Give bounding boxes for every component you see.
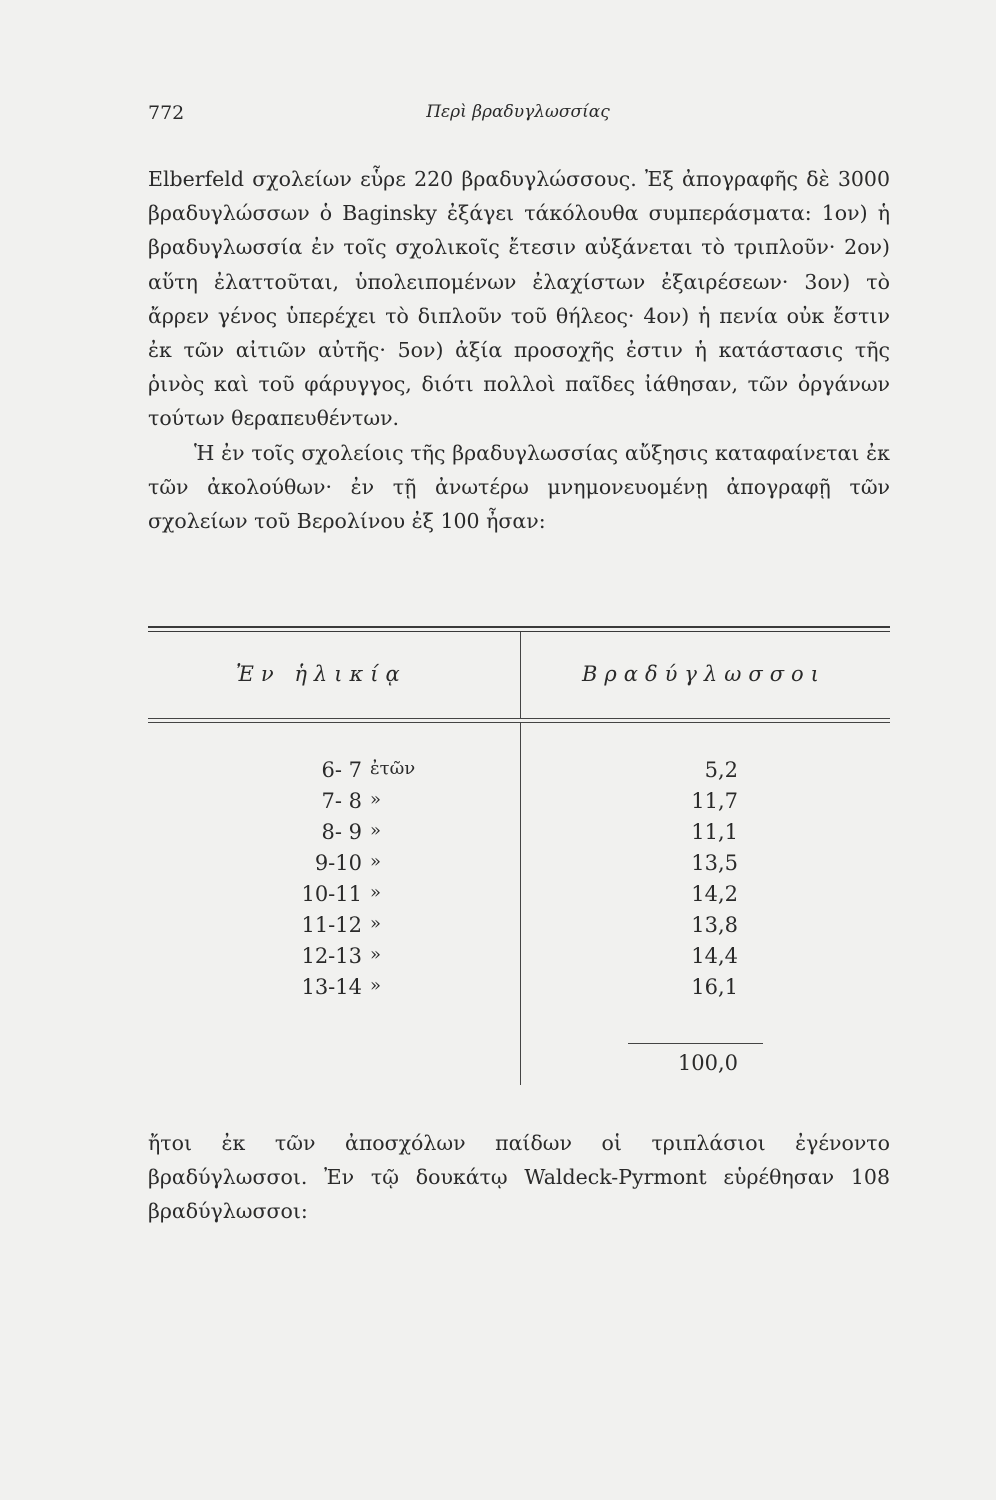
age-range: 11-12 [301,913,362,937]
header-bottom-rule [148,718,890,719]
body-text-upper [148,162,890,538]
age-range: 8- 9 [321,820,362,844]
table-row [148,851,890,882]
stutterer-percent: 16,1 [691,975,738,999]
stutterer-percent: 14,4 [691,944,738,968]
table-row [148,882,890,913]
age-unit: » [370,944,382,965]
age-range: 6- 7 [321,758,362,782]
table-row [148,944,890,975]
table-body [148,758,890,1006]
table-row [148,820,890,851]
table-total: 100,0 [677,1051,738,1075]
body-text-lower [148,1126,890,1229]
age-unit: » [370,820,382,841]
paragraph-baginsky: Elberfeld σχολείων εὗρε 220 βραδυγλώσσους. Ἐξ ἀπογραφῆς δὲ 3000 βραδυγλώσσων ὁ Baginsky ἐξάγει τάκόλουθα συμπεράσματα: 1ον) ἡ βραδυγλωσσία ἐν τοῖς σχολικοῖς ἔτεσιν αὐξάνεται τὸ τριπλοῦν· 2ον) αὕτη ἐλαττοῦται, ὑπολειπομένων ἐλαχίστων ἐξαιρέσεων· 3ον) τὸ ἄρρεν γένος ὑπερέχει τὸ διπλοῦν τοῦ θήλεος· 4ον) ἡ πενία οὐκ ἔστιν ἐκ τῶν αἰτιῶν αὐτῆς· 5ον) ἀξία προσοχῆς ἐστιν ἡ κατάστασις τῆς ῥινὸς καὶ τοῦ φάρυγγος, διότι πολλοὶ παῖδες ἰάθησαν, τῶν ὀργάνων τούτων θεραπευθέντων. [148,167,890,431]
age-stutterers-table [148,618,890,1088]
stutterer-percent: 13,8 [691,913,738,937]
age-range: 10-11 [301,882,362,906]
stutterer-percent: 11,7 [691,789,738,813]
age-range: 12-13 [301,944,362,968]
column-header-stutterers: Βραδύγλωσσοι [582,662,826,686]
age-unit: » [370,882,382,903]
header-bottom-rule-thin [148,722,890,723]
age-unit: » [370,851,382,872]
stutterer-percent: 11,1 [691,820,738,844]
table-top-rule-thin [148,631,890,632]
paragraph-increase: Ἡ ἐν τοῖς σχολείοις τῆς βραδυγλωσσίας αὔξησις καταφαίνεται ἐκ τῶν ἀκολούθων· ἐν τῇ ἀνωτέρω μνημονευομένῃ ἀπογραφῇ τῶν σχολείων τοῦ Βερολίνου ἐξ 100 ἦσαν: [148,440,890,534]
table-row [148,758,890,789]
table-row [148,913,890,944]
table-top-rule [148,626,890,628]
age-unit: ἐτῶν [370,758,416,779]
table-row [148,975,890,1006]
age-range: 9-10 [314,851,362,875]
age-unit: » [370,789,382,810]
table-row [148,789,890,820]
paragraph-waldeck: ἤτοι ἐκ τῶν ἀποσχόλων παίδων οἱ τριπλάσιοι ἐγένοντο βραδύγλωσσοι. Ἐν τῷ δουκάτῳ Waldeck-Pyrmont εὑρέθησαν 108 βραδύγλωσσοι: [148,1131,890,1224]
age-unit: » [370,975,382,996]
sum-rule [628,1043,763,1044]
header-column-divider [520,632,521,718]
page-number: 772 [148,102,185,124]
age-range: 13-14 [301,975,362,999]
stutterer-percent: 14,2 [691,882,738,906]
running-title: Περὶ βραδυγλωσσίας [426,102,610,122]
page-header [148,102,888,132]
age-unit: » [370,913,382,934]
stutterer-percent: 13,5 [691,851,738,875]
age-range: 7- 8 [321,789,362,813]
column-header-age: Ἐν ἡλικίᾳ [236,662,407,686]
stutterer-percent: 5,2 [704,758,738,782]
